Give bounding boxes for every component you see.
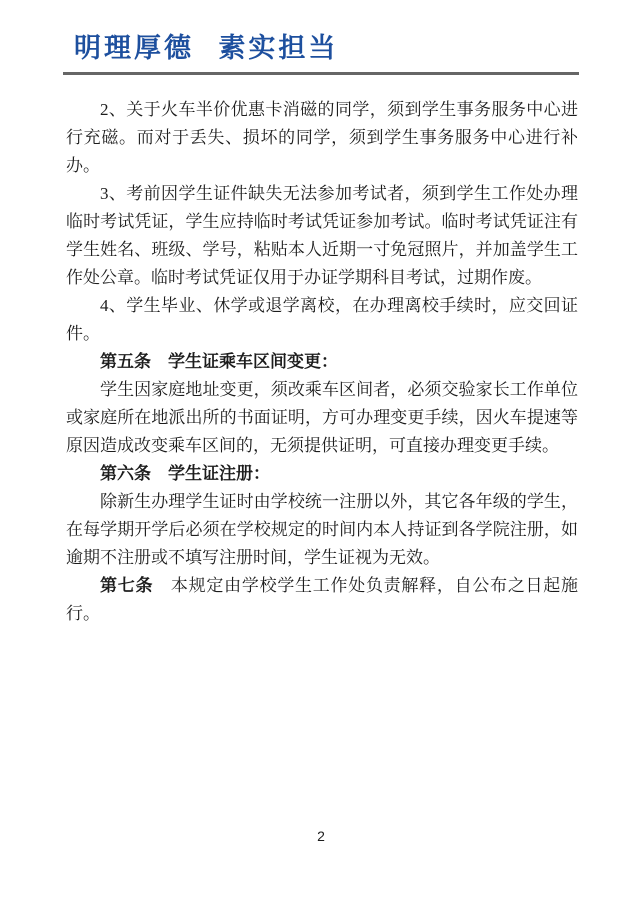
page-number: 2: [317, 828, 325, 844]
document-body: [66, 96, 578, 628]
article-6-heading: 第六条 学生证注册：: [100, 464, 270, 483]
school-motto: 明理厚德 素实担当: [74, 33, 339, 64]
para-item-2: 2、关于火车半价优惠卡消磁的同学，须到学生事务服务中心进行充磁。而对于丢失、损坏的同学，须到学生事务服务中心进行补办。: [66, 100, 578, 175]
para-item-3: 3、考前因学生证件缺失无法参加考试者，须到学生工作处办理临时考试凭证，学生应持临时考试凭证参加考试。临时考试凭证注有学生姓名、班级、学号，粘贴本人近期一寸免冠照片，并加盖学生工作处公章。临时考试凭证仅用于办证学期科目考试，过期作废。: [66, 184, 578, 287]
article-label: 第五条: [100, 352, 151, 371]
header-divider: [63, 72, 579, 75]
article-label: 第七条: [100, 576, 154, 595]
para-article-7: 第七条 本规定由学校学生工作处负责解释，自公布之日起施行。: [66, 576, 579, 623]
para-article-6: 除新生办理学生证时由学校统一注册以外，其它各年级的学生，在每学期开学后必须在学校规定的时间内本人持证到各学院注册，如逾期不注册或不填写注册时间，学生证视为无效。: [66, 492, 578, 567]
para-article-5: 学生因家庭地址变更，须改乘车区间者，必须交验家长工作单位或家庭所在地派出所的书面证明，方可办理变更手续，因火车提速等原因造成改变乘车区间的，无须提供证明，可直接办理变更手续。: [66, 380, 578, 455]
article-5-heading: 第五条 学生证乘车区间变更：: [100, 352, 338, 371]
para-item-4: 4、学生毕业、休学或退学离校，在办理离校手续时，应交回证件。: [66, 296, 578, 343]
article-label: 第六条: [100, 464, 151, 483]
page-footer: [0, 828, 642, 846]
